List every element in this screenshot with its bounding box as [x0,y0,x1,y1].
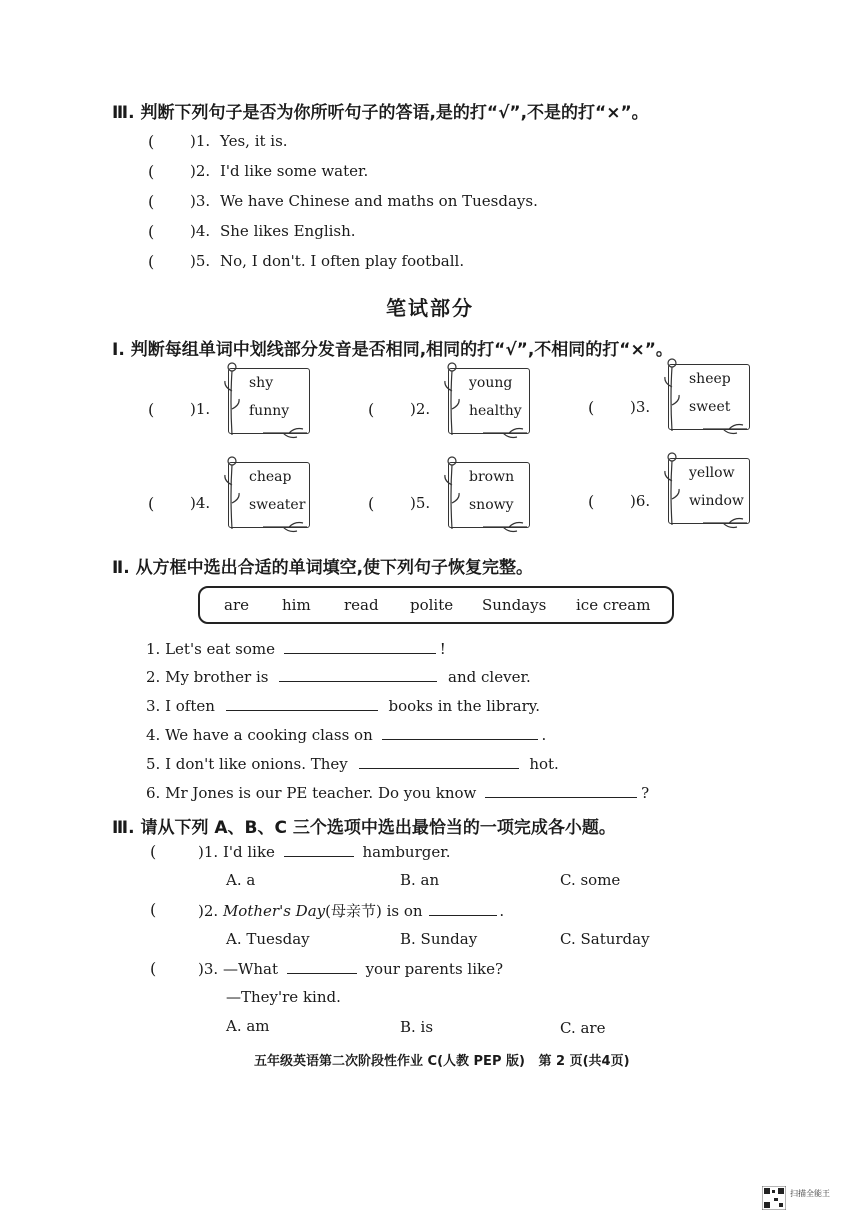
option-b[interactable]: B. an [400,871,440,889]
answer-paren[interactable]: ( [150,959,157,978]
fill-sentence [146,667,531,686]
word-bank-item: him [282,596,311,614]
leaf-decoration-icon [263,521,307,533]
word-1: cheap [249,469,292,485]
sentence-before: 3. I often [146,697,215,715]
answer-paren[interactable]: ( [148,252,155,271]
fill-sentence [146,696,540,715]
flower-stem-icon [441,361,463,441]
option-a[interactable]: A. Tuesday [226,930,310,948]
word-bank-item: read [344,596,379,614]
option-b[interactable]: B. Sunday [400,930,478,948]
leaf-decoration-icon [483,427,527,439]
answer-paren[interactable]: ( [368,494,375,513]
flower-stem-icon [221,361,243,441]
answer-blank[interactable] [359,754,519,769]
page-footer: 五年级英语第二次阶段性作业 C(人教 PEP 版) 第 2 页(共4页) [254,1054,630,1069]
sentence-after: and clever. [448,668,531,686]
answer-blank[interactable] [287,959,357,974]
word-1: sheep [689,371,731,387]
written-ii-heading: Ⅱ. 从方框中选出合适的单词填空,使下列句子恢复完整。 [112,558,534,578]
qr-code-icon [762,1186,786,1210]
stem-after: your parents like? [365,960,504,978]
sentence-after: ? [641,784,650,802]
word-card [668,364,750,430]
item-number: )3. [630,398,651,416]
word-card [448,368,530,434]
item-text: I'd like some water. [220,162,369,180]
word-1: brown [469,469,515,485]
item-number: )2. [410,400,431,418]
sentence-before: 1. Let's eat some [146,640,275,658]
answer-paren[interactable]: ( [150,842,157,861]
option-c[interactable]: C. are [560,1019,606,1037]
question-number: )1. [198,843,219,861]
word-bank-item: Sundays [482,596,547,614]
word-2: healthy [469,403,522,419]
item-number: )6. [630,492,651,510]
word-card [448,462,530,528]
answer-blank[interactable] [429,901,497,916]
item-number: )5. [190,252,211,270]
reply-line: —They're kind. [226,988,341,1006]
question-stem [198,959,503,978]
leaf-decoration-icon [263,427,307,439]
fill-sentence [146,783,649,802]
flower-stem-icon [661,357,683,437]
item-number: )1. [190,400,211,418]
word-2: funny [249,403,290,419]
stem-before: is on [386,902,423,920]
stem-before: —What [222,960,279,978]
item-text: Yes, it is. [220,132,288,150]
answer-paren[interactable]: ( [148,132,155,151]
fill-sentence [146,725,546,744]
leaf-decoration-icon [483,521,527,533]
flower-stem-icon [661,451,683,531]
item-number: )5. [410,494,431,512]
leaf-decoration-icon [703,517,747,529]
item-number: )4. [190,494,211,512]
sentence-after: . [541,726,547,744]
answer-paren[interactable]: ( [148,222,155,241]
answer-paren[interactable]: ( [588,492,595,511]
answer-blank[interactable] [485,783,637,798]
answer-paren[interactable]: ( [148,400,155,419]
option-a[interactable]: A. a [226,871,256,889]
word-bank-item: ice cream [576,596,651,614]
option-b[interactable]: B. is [400,1018,434,1036]
listening-iii-heading: Ⅲ. 判断下列句子是否为你所听句子的答语,是的打“√”,不是的打“×”。 [112,103,649,123]
flower-stem-icon [221,455,243,535]
word-2: sweater [249,497,306,513]
written-iii-heading: Ⅲ. 请从下列 A、B、C 三个选项中选出最恰当的一项完成各小题。 [112,818,616,838]
sentence-before: 6. Mr Jones is our PE teacher. Do you know [146,784,477,802]
leaf-decoration-icon [703,423,747,435]
sentence-before: 4. We have a cooking class on [146,726,373,744]
fill-sentence [146,754,559,773]
sentence-after: ! [439,640,446,658]
sentence-before: 5. I don't like onions. They [146,755,348,773]
item-number: )4. [190,222,211,240]
answer-paren[interactable]: ( [148,162,155,181]
fill-sentence [146,639,446,658]
question-stem [198,900,504,921]
answer-blank[interactable] [284,842,354,857]
word-bank-item: are [224,596,249,614]
item-number: )2. [190,162,211,180]
stem-italic: Mother's Day [222,902,326,920]
word-1: yellow [689,465,735,481]
word-2: sweet [689,399,731,415]
watermark-text: 扫描全能王 [790,1189,830,1198]
answer-paren[interactable]: ( [150,900,157,919]
word-1: young [469,375,513,391]
option-c[interactable]: C. some [560,871,621,889]
answer-blank[interactable] [284,639,436,654]
answer-paren[interactable]: ( [368,400,375,419]
stem-after: . [499,902,505,920]
stem-note: (母亲节) [325,902,382,920]
question-number: )2. [198,902,219,920]
stem-after: hamburger. [362,843,451,861]
sentence-after: hot. [529,755,559,773]
answer-paren[interactable]: ( [148,192,155,211]
answer-blank[interactable] [279,667,437,682]
item-text: She likes English. [220,222,356,240]
sentence-before: 2. My brother is [146,668,269,686]
word-bank-item: polite [410,596,454,614]
item-text: No, I don't. I often play football. [220,252,465,270]
word-2: window [689,493,744,509]
item-number: )3. [190,192,211,210]
item-text: We have Chinese and maths on Tuesdays. [220,192,538,210]
sentence-after: books in the library. [388,697,540,715]
flower-stem-icon [441,455,463,535]
answer-paren[interactable]: ( [588,398,595,417]
answer-blank[interactable] [382,725,538,740]
stem-before: I'd like [222,843,275,861]
item-number: )1. [190,132,211,150]
question-number: )3. [198,960,219,978]
written-i-heading: Ⅰ. 判断每组单词中划线部分发音是否相同,相同的打“√”,不相同的打“×”。 [112,340,673,360]
question-stem [198,842,451,861]
option-a[interactable]: A. am [226,1017,270,1035]
word-bank-box [198,586,674,624]
word-card [668,458,750,524]
answer-paren[interactable]: ( [148,494,155,513]
option-c[interactable]: C. Saturday [560,930,650,948]
word-2: snowy [469,497,514,513]
section-title: 笔试部分 [386,296,474,320]
word-1: shy [249,375,274,391]
word-card [228,368,310,434]
answer-blank[interactable] [226,696,378,711]
word-card [228,462,310,528]
